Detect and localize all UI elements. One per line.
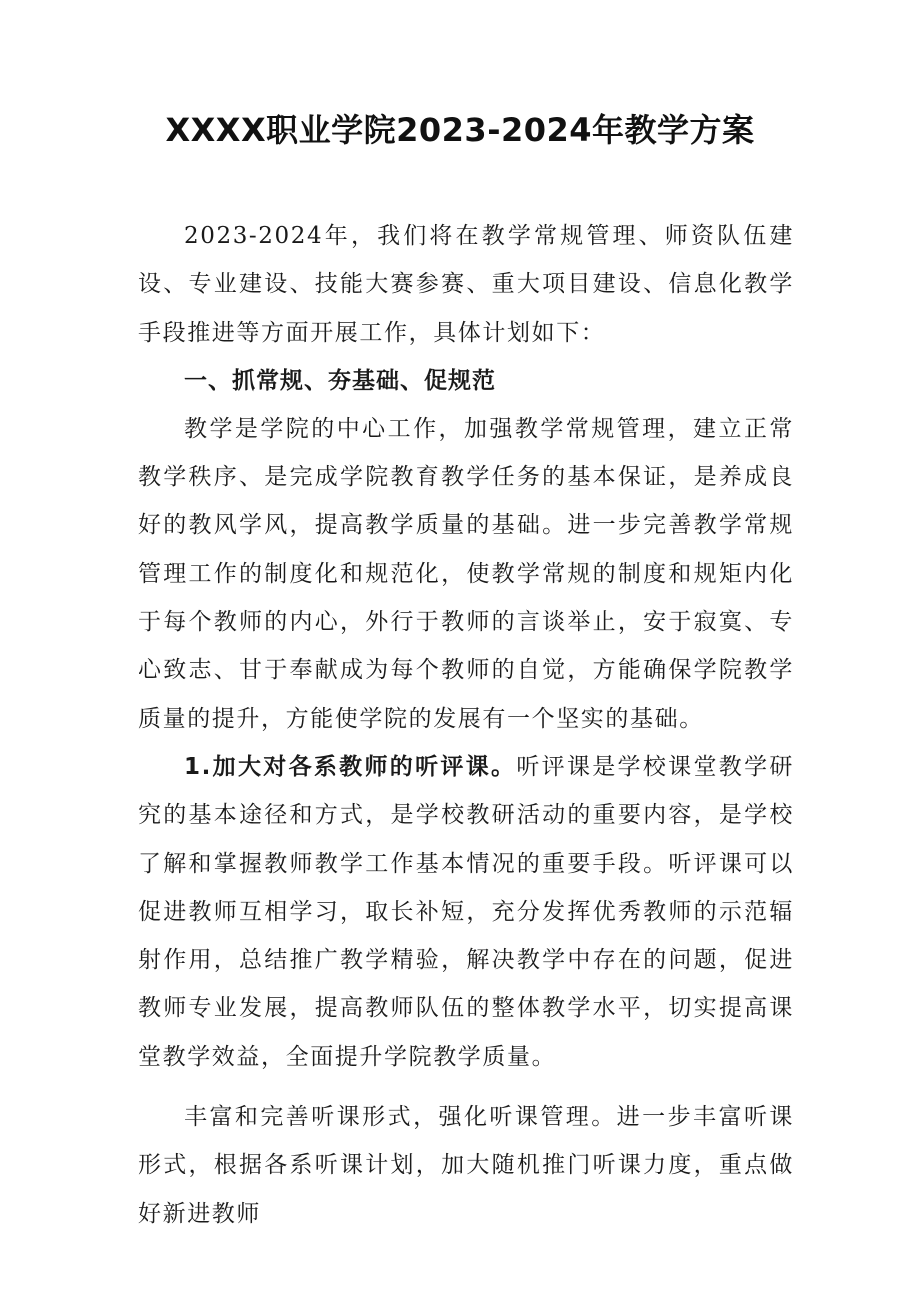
section-paragraph: 教学是学院的中心工作，加强教学常规管理，建立正常教学秩序、是完成学院教育教学任务的基本保证，是养成良好的教风学风，提高教学质量的基础。进一步完善教学常规管理工作的制度化和规范化，使教学常规的制度和规矩内化于每个教师的内心，外行于教师的言谈举止，安于寂寞、专心致志、甘于奉献成为每个教师的自觉，方能确保学院教学质量的提升，方能使学院的发展有一个坚实的基础。 bbox=[138, 415, 794, 732]
item-lead: 1.加大对各系教师的听评课。 bbox=[184, 753, 517, 780]
item-paragraph bbox=[138, 743, 794, 1081]
paragraph-gap bbox=[138, 1081, 794, 1093]
item-text: 听评课是学校课堂教学研究的基本途径和方式，是学校教研活动的重要内容，是学校了解和掌握教师教学工作基本情况的重要手段。听评课可以促进教师互相学习，取长补短，充分发挥优秀教师的示范辐射作用，总结推广教学精验，解决教学中存在的问题，促进教师专业发展，提高教师队伍的整体教学水平，切实提高课堂教学效益，全面提升学院教学质量。 bbox=[138, 753, 794, 1070]
section-heading: 一、抓常规、夯基础、促规范 bbox=[184, 367, 496, 394]
intro-paragraph: 2023-2024年，我们将在教学常规管理、师资队伍建设、专业建设、技能大赛参赛、重大项目建设、信息化教学手段推进等方面开展工作，具体计划如下： bbox=[138, 223, 794, 346]
document-body bbox=[138, 212, 794, 1238]
document-title: XXXX职业学院2023-2024年教学方案 bbox=[165, 111, 755, 149]
continued-paragraph: 丰富和完善听课形式，强化听课管理。进一步丰富听课形式，根据各系听课计划，加大随机推门听课力度，重点做好新进教师 bbox=[138, 1104, 794, 1227]
